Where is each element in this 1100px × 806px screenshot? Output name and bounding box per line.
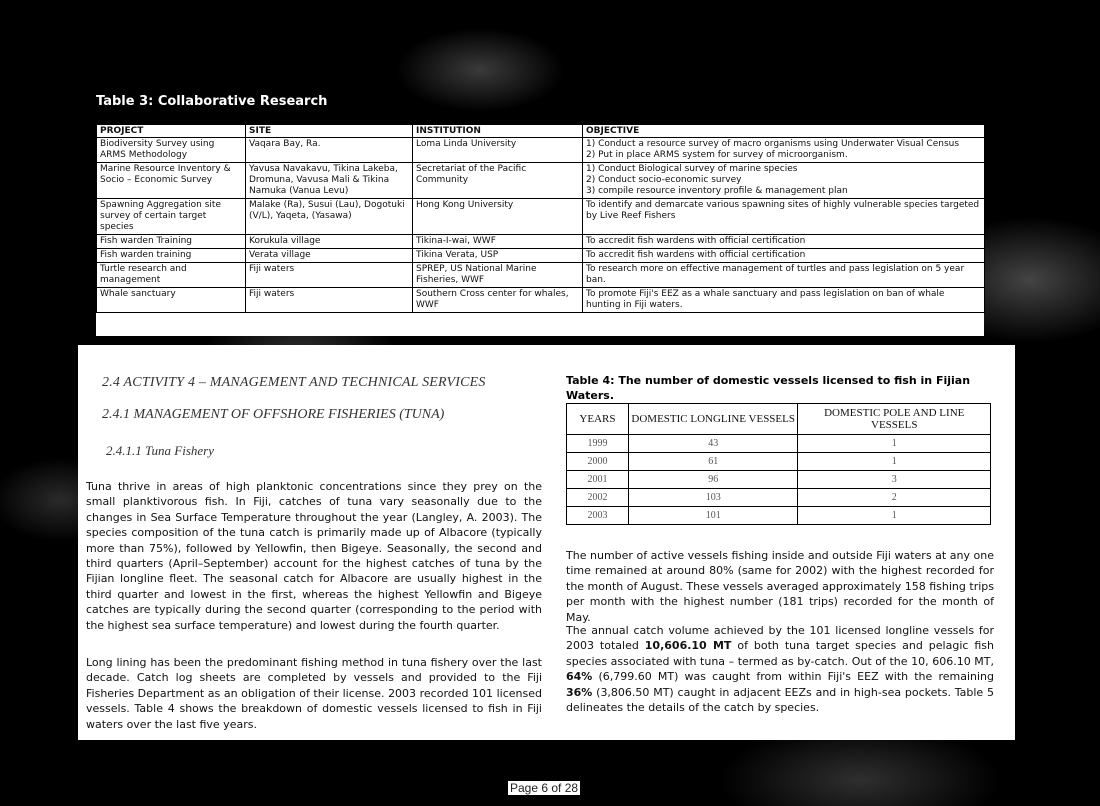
- header-institution: INSTITUTION: [413, 125, 583, 138]
- table3-cell: Spawning Aggregation site survey of certain target species: [97, 199, 246, 235]
- header-longline: DOMESTIC LONGLINE VESSELS: [628, 404, 798, 435]
- p4-text-2: of both tuna target species and pelagic fish species associated with tuna – termed as by-catch. Out of the 10, 606.10 MT,: [566, 639, 995, 668]
- table4-cell: 61: [628, 453, 798, 471]
- table4-row: [567, 435, 991, 453]
- table3-cell: Vaqara Bay, Ra.: [246, 138, 413, 163]
- table3-cell: Fish warden training: [97, 249, 246, 263]
- p4-text-4: (3,806.50 MT) caught in adjacent EEZs and in high-sea pockets. Table 5 delineates the details of the catch by species.: [566, 685, 994, 715]
- table3-cell: To research more on effective management of turtles and pass legislation on 5 year ban.: [583, 263, 985, 288]
- table3-cell: To identify and demarcate various spawning sites of highly vulnerable species targeted by Live Reef Fishers: [583, 199, 985, 235]
- subsubsection-heading: 2.4.1.1 Tuna Fishery: [106, 443, 214, 458]
- table4-row: [567, 489, 991, 507]
- table3-panel: [96, 124, 984, 336]
- table3-cell: Whale sanctuary: [97, 288, 246, 313]
- content-panel: [78, 345, 1015, 740]
- table4-cell: 2: [798, 489, 991, 507]
- table3-row: [97, 249, 985, 263]
- paragraph-tuna-thrive: Tuna thrive in areas of high planktonic concentrations since they prey on the small planktivorous fish. In Fiji, catches of tuna vary seasonally due to the changes in Sea Surface Temperature throughout the year (Langley, A. 2003). The species composition of the tuna catch is primarily made up of Albacore (typically more than 75%), followed by Yellowfin, then Bigeye. Seasonally, the second and third quarters (April–September) account for the highest catches of tuna by the Fijian longline fleet. The seasonal catch for Albacore are usually highest in the third quarter and lowest in the first, whereas the highest Yellowfin and Bigeye catches are typically during the second quarter (corresponding to the period with the highest sea surface temperature) and lowest during the fourth quarter.: [86, 480, 542, 632]
- table4-cell: 103: [628, 489, 798, 507]
- table3-cell: Fiji waters: [246, 263, 413, 288]
- header-site: SITE: [246, 125, 413, 138]
- table4-cell: 2003: [567, 507, 629, 525]
- table3-cell: Tikina Verata, USP: [413, 249, 583, 263]
- subsection-heading: 2.4.1 MANAGEMENT OF OFFSHORE FISHERIES (TUNA): [102, 407, 445, 422]
- table4-title: Table 4: The number of domestic vessels licensed to fish in Fijian Waters.: [566, 374, 971, 402]
- p4-bold-percent-eez: 64%: [566, 670, 593, 684]
- table4-cell: 1999: [567, 435, 629, 453]
- table3-row: [97, 138, 985, 163]
- table3-title: Table 3: Collaborative Research: [96, 94, 328, 109]
- table3-cell: Yavusa Navakavu, Tikina Lakeba, Dromuna, Vavusa Mali & Tikina Namuka (Vanua Levu): [246, 163, 413, 199]
- page-number: Page 6 of 28: [510, 781, 579, 795]
- table3-row: [97, 199, 985, 235]
- table3-cell: 1) Conduct a resource survey of macro organisms using Underwater Visual Census 2) Put in place ARMS system for survey of microorganism.: [583, 138, 985, 163]
- collaborative-research-table: [96, 124, 985, 313]
- header-objective: OBJECTIVE: [583, 125, 985, 138]
- section-heading: 2.4 ACTIVITY 4 – MANAGEMENT AND TECHNICAL SERVICES: [102, 375, 486, 390]
- paragraph-long-lining: Long lining has been the predominant fishing method in tuna fishery over the last decade. Catch log sheets are completed by vessels and provided to the Fiji Fisheries Department as an obligation of their license. 2003 recorded 101 licensed vessels. Table 4 shows the breakdown of domestic vessels licensed to fish in Fiji waters over the last five years.: [86, 656, 542, 731]
- table3-cell: Verata village: [246, 249, 413, 263]
- table3-row: [97, 288, 985, 313]
- header-pole-line: DOMESTIC POLE AND LINE VESSELS: [798, 404, 991, 435]
- table3-cell: To accredit fish wardens with official certification: [583, 235, 985, 249]
- table3-cell: Southern Cross center for whales, WWF: [413, 288, 583, 313]
- table3-cell: Korukula village: [246, 235, 413, 249]
- table4-row: [567, 453, 991, 471]
- table4-cell: 3: [798, 471, 991, 489]
- table4-cell: 2001: [567, 471, 629, 489]
- table3-cell: Loma Linda University: [413, 138, 583, 163]
- table4-row: [567, 507, 991, 525]
- table4-row: [567, 471, 991, 489]
- table3-cell: 1) Conduct Biological survey of marine species 2) Conduct socio-economic survey 3) compile resource inventory profile & management plan: [583, 163, 985, 199]
- table3-cell: To accredit fish wardens with official certification: [583, 249, 985, 263]
- table3-cell: Fiji waters: [246, 288, 413, 313]
- header-project: PROJECT: [97, 125, 246, 138]
- table4-cell: 2000: [567, 453, 629, 471]
- table3-row: [97, 263, 985, 288]
- table4-cell: 101: [628, 507, 798, 525]
- table4-cell: 1: [798, 453, 991, 471]
- table4-cell: 2002: [567, 489, 629, 507]
- table3-cell: Turtle research and management: [97, 263, 246, 288]
- table3-row: [97, 235, 985, 249]
- table4-cell: 43: [628, 435, 798, 453]
- domestic-vessels-table: [566, 403, 991, 525]
- table3-cell: Hong Kong University: [413, 199, 583, 235]
- table3-cell: Secretariat of the Pacific Community: [413, 163, 583, 199]
- p4-bold-percent-remaining: 36%: [566, 685, 593, 699]
- table3-row: [97, 163, 985, 199]
- table3-cell: To promote Fiji's EEZ as a whale sanctuary and pass legislation on ban of whale hunting in Fiji waters.: [583, 288, 985, 313]
- header-years: YEARS: [567, 404, 629, 435]
- table3-cell: Biodiversity Survey using ARMS Methodology: [97, 138, 246, 163]
- table4-cell: 1: [798, 507, 991, 525]
- paragraph-active-vessels: The number of active vessels fishing inside and outside Fiji waters at any one time remained at around 80% (same for 2002) with the highest recorded for the month of August. These vessels averaged approximately 158 fishing trips per month with the highest number (181 trips) recorded for the month of May.: [566, 549, 994, 624]
- table4-cell: 96: [628, 471, 798, 489]
- table3-cell: Malake (Ra), Susui (Lau), Dogotuki (V/L), Yaqeta, (Yasawa): [246, 199, 413, 235]
- table3-header-row: [97, 125, 985, 138]
- p4-text-1: The annual catch volume achieved by the 101 licensed longline vessels for 2003 totaled: [566, 624, 994, 653]
- table3-cell: SPREP, US National Marine Fisheries, WWF: [413, 263, 583, 288]
- p4-bold-total: 10,606.10 MT: [644, 639, 732, 653]
- paragraph-annual-catch: [566, 623, 994, 715]
- table3-cell: Tikina-I-wai, WWF: [413, 235, 583, 249]
- table4-cell: 1: [798, 435, 991, 453]
- table3-cell: Fish warden Training: [97, 235, 246, 249]
- table3-cell: Marine Resource Inventory & Socio – Economic Survey: [97, 163, 246, 199]
- p4-text-3: (6,799.60 MT) was caught from within Fiji's EEZ with the remaining: [592, 670, 994, 684]
- table4-header-row: [567, 404, 991, 435]
